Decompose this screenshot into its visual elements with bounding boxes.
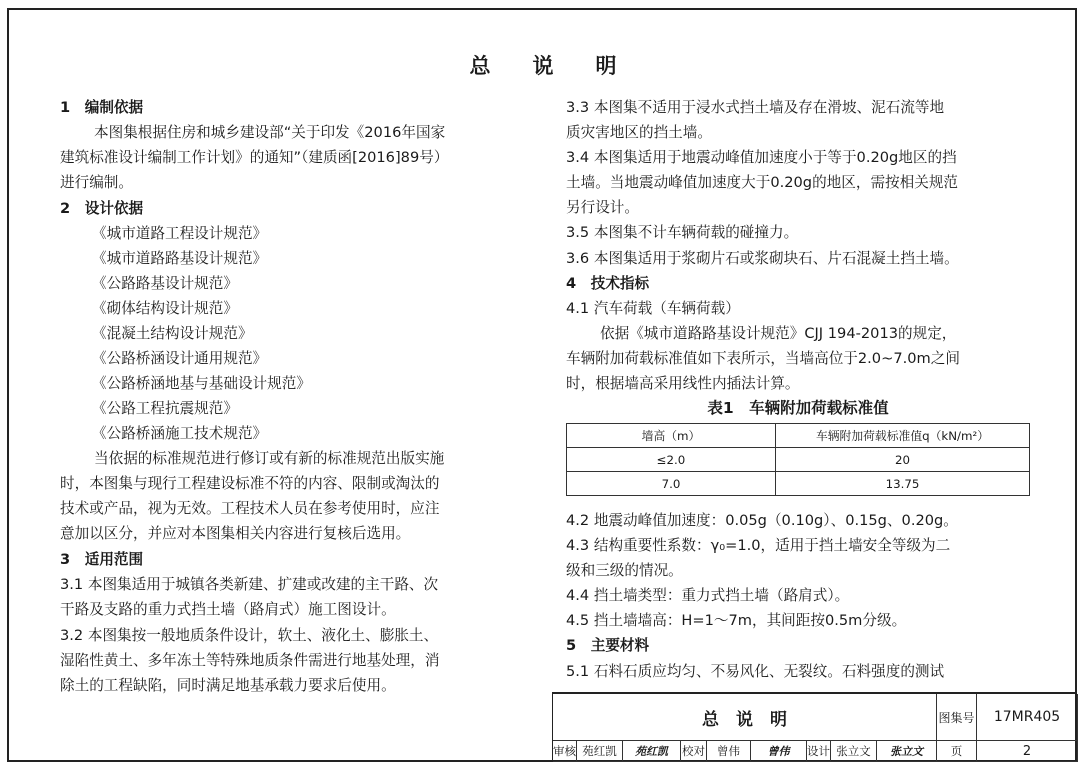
- table-cell: ≤2.0: [567, 448, 776, 472]
- drawing-title: 总 说 明: [553, 694, 937, 741]
- standard-name: 《混凝土结构设计规范》: [92, 325, 253, 342]
- reviewer-name: 苑红凯: [577, 741, 623, 762]
- paragraph-line: 4.5 挡土墙墙高：H=1～7m，其间距按0.5m分级。: [566, 612, 907, 629]
- paragraph-line: 另行设计。: [566, 199, 639, 216]
- title-block: [552, 692, 1077, 762]
- paragraph-line: 土墙。当地震动峰值加速度大于0.20g的地区，需按相关规范: [566, 174, 959, 191]
- paragraph-line: 3.6 本图集适用于浆砌片石或浆砌块石、片石混凝土挡土墙。: [566, 250, 959, 267]
- table-header: 车辆附加荷载标准值q（kN/m²）: [776, 424, 1030, 448]
- paragraph-line: 3.5 本图集不计车辆荷载的碰撞力。: [566, 224, 799, 241]
- paragraph-line: 4.1 汽车荷载（车辆荷载）: [566, 300, 740, 317]
- paragraph-line: 进行编制。: [60, 174, 133, 191]
- paragraph-line: 4.4 挡土墙类型：重力式挡土墙（路肩式）。: [566, 587, 850, 604]
- paragraph-line: 时，根据墙高采用线性内插法计算。: [566, 375, 800, 392]
- paragraph-line: 依据《城市道路路基设计规范》CJJ 194-2013的规定，: [600, 325, 957, 342]
- table-header: 墙高（m）: [567, 424, 776, 448]
- page-title: 总 说 明: [469, 54, 617, 78]
- section-2-heading: 2 设计依据: [60, 200, 144, 217]
- standard-name: 《城市道路路基设计规范》: [92, 250, 268, 267]
- standard-name: 《城市道路工程设计规范》: [92, 225, 268, 242]
- designer-signature: 张立文: [877, 741, 937, 762]
- reviewer-signature: 苑红凯: [623, 741, 681, 762]
- standard-name: 《公路路基设计规范》: [92, 275, 238, 292]
- paragraph-line: 质灾害地区的挡土墙。: [566, 124, 712, 141]
- paragraph-line: 湿陷性黄土、多年冻土等特殊地质条件需进行地基处理，消: [60, 652, 440, 669]
- paragraph-line: 5.1 石料石质应均匀、不易风化、无裂纹。石料强度的测试: [566, 663, 945, 680]
- load-table: [566, 423, 1030, 496]
- table-cell: 13.75: [776, 472, 1030, 496]
- atlas-number: 17MR405: [977, 694, 1078, 741]
- page-label: 页: [937, 741, 977, 762]
- standard-name: 《公路桥涵施工技术规范》: [92, 425, 268, 442]
- paragraph-line: 级和三级的情况。: [566, 562, 683, 579]
- check-label: 校对: [681, 741, 707, 762]
- section-4-heading: 4 技术指标: [566, 275, 650, 292]
- section-1-heading: 1 编制依据: [60, 99, 144, 116]
- paragraph-line: 意加以区分，并应对本图集相关内容进行复核后选用。: [60, 525, 411, 542]
- designer-name: 张立文: [831, 741, 877, 762]
- design-label: 设计: [807, 741, 831, 762]
- paragraph-line: 3.4 本图集适用于地震动峰值加速度小于等于0.20g地区的挡: [566, 149, 957, 166]
- table-cell: 20: [776, 448, 1030, 472]
- table-title: 表1 车辆附加荷载标准值: [707, 399, 889, 417]
- checker-signature: 曾伟: [751, 741, 807, 762]
- paragraph-line: 本图集根据住房和城乡建设部“关于印发《2016年国家: [94, 124, 446, 141]
- table-row: [567, 448, 1030, 472]
- table-header-row: [567, 424, 1030, 448]
- standard-name: 《砌体结构设计规范》: [92, 300, 238, 317]
- page-number: 2: [977, 741, 1078, 762]
- table-cell: 7.0: [567, 472, 776, 496]
- table-row: [567, 472, 1030, 496]
- atlas-label: 图集号: [937, 694, 977, 741]
- standard-name: 《公路工程抗震规范》: [92, 400, 238, 417]
- paragraph-line: 4.2 地震动峰值加速度：0.05g（0.10g）、0.15g、0.20g。: [566, 512, 958, 529]
- paragraph-line: 技术或产品，视为无效。工程技术人员在参考使用时，应注: [60, 500, 440, 517]
- paragraph-line: 3.3 本图集不适用于浸水式挡土墙及存在滑坡、泥石流等地: [566, 99, 945, 116]
- paragraph-line: 车辆附加荷载标准值如下表所示，当墙高位于2.0~7.0m之间: [566, 350, 960, 367]
- section-5-heading: 5 主要材料: [566, 637, 650, 654]
- standard-name: 《公路桥涵设计通用规范》: [92, 350, 268, 367]
- checker-name: 曾伟: [707, 741, 751, 762]
- paragraph-line: 除土的工程缺陷，同时满足地基承载力要求后使用。: [60, 677, 396, 694]
- paragraph-line: 当依据的标准规范进行修订或有新的标准规范出版实施: [94, 450, 445, 467]
- paragraph-line: 建筑标准设计编制工作计划》的通知”（建质函[2016]89号）: [60, 149, 449, 166]
- paragraph-line: 时，本图集与现行工程建设标准不符的内容、限制或淘汰的: [60, 475, 440, 492]
- review-label: 审核: [553, 741, 577, 762]
- standard-name: 《公路桥涵地基与基础设计规范》: [92, 375, 311, 392]
- paragraph-line: 干路及支路的重力式挡土墙（路肩式）施工图设计。: [60, 601, 396, 618]
- paragraph-line: 3.1 本图集适用于城镇各类新建、扩建或改建的主干路、次: [60, 576, 439, 593]
- section-3-heading: 3 适用范围: [60, 551, 144, 568]
- paragraph-line: 4.3 结构重要性系数：γ₀=1.0，适用于挡土墙安全等级为二: [566, 537, 951, 554]
- paragraph-line: 3.2 本图集按一般地质条件设计，软土、液化土、膨胀土、: [60, 627, 439, 644]
